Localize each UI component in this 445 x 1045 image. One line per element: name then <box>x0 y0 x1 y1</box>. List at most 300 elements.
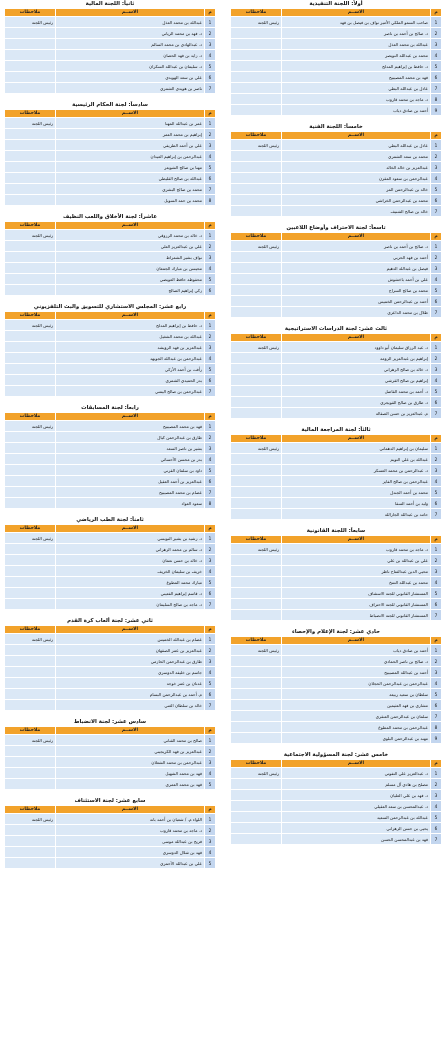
row-number: 4 <box>431 801 442 812</box>
member-name: خالد بن صالح الشنيف <box>282 206 431 217</box>
member-note: رئيس اللجنة <box>231 342 282 353</box>
table-row <box>231 274 442 285</box>
row-number: 6 <box>431 700 442 711</box>
row-number: 1 <box>205 533 216 544</box>
member-note: رئيس اللجنة <box>5 634 56 645</box>
table-row <box>231 263 442 274</box>
member-name: عبدالعزيز بن فهد الكريجيني <box>56 746 205 757</box>
row-number: 1 <box>205 17 216 28</box>
committee-section <box>4 718 216 790</box>
member-name: زكي إبراهيم الصالح <box>56 285 205 296</box>
member-name: سلطان بن سعيد ربيعة <box>282 689 431 700</box>
table-row <box>5 230 216 241</box>
table-row <box>5 476 216 487</box>
member-note <box>5 645 56 656</box>
member-name: فهد بن شلال الدوسري <box>56 847 205 858</box>
table-header-row <box>5 626 216 634</box>
member-name: طارق بن عبدالرحمن كيال <box>56 432 205 443</box>
table-row <box>231 184 442 195</box>
table-row <box>231 454 442 465</box>
row-number: 5 <box>431 61 442 72</box>
table-row <box>5 28 216 39</box>
member-name: د. حافظ بن إبراهيم المدلج <box>282 61 431 72</box>
row-number: 5 <box>205 577 216 588</box>
row-number: 1 <box>205 421 216 432</box>
row-number: 2 <box>205 28 216 39</box>
table-row <box>5 39 216 50</box>
member-name: فهد بن عبدالمحسن الحسن <box>282 834 431 845</box>
committee-title: تاسعاً: لجنة الاحتراف وأوضاع اللاعبين <box>286 225 386 231</box>
row-number: 6 <box>431 823 442 834</box>
row-number: 7 <box>431 834 442 845</box>
member-name: يحيى بن حسن الزهراني <box>282 823 431 834</box>
member-note: رئيس اللجنة <box>5 17 56 28</box>
member-name: د. ماجد بن محمد قاروب <box>282 544 431 555</box>
member-note <box>231 487 282 498</box>
committee-section <box>4 0 216 94</box>
table-row <box>5 421 216 432</box>
row-number: 6 <box>205 72 216 83</box>
committee-title: خامساً: اللجنة الفنية <box>309 124 363 130</box>
table-row <box>5 825 216 836</box>
header-number: م <box>431 334 442 342</box>
table-row <box>5 342 216 353</box>
table-row <box>5 184 216 195</box>
table-row <box>231 61 442 72</box>
member-note <box>231 700 282 711</box>
table-header-row <box>231 435 442 443</box>
table-row <box>231 140 442 151</box>
member-name: عبدالرحمن بن سعود المقرن <box>282 173 431 184</box>
table-row <box>231 72 442 83</box>
committee-section <box>230 628 442 744</box>
member-note: رئيس اللجنة <box>231 241 282 252</box>
row-number: 7 <box>205 599 216 610</box>
table-row <box>5 375 216 386</box>
row-number: 6 <box>431 72 442 83</box>
table-row <box>231 173 442 184</box>
table-row <box>231 487 442 498</box>
left-column <box>4 0 216 876</box>
member-name: فريح بن عبدالله موسى <box>56 836 205 847</box>
member-note <box>5 151 56 162</box>
table-header-row <box>5 9 216 17</box>
table-row <box>5 386 216 397</box>
table-row <box>231 656 442 667</box>
row-number: 3 <box>431 364 442 375</box>
row-number: 1 <box>205 634 216 645</box>
member-name: عمر بن عبدالله المهنا <box>56 118 205 129</box>
member-name: د. زايد بن فهد الحصان <box>56 50 205 61</box>
member-name: بدر بن محسن الأحسائي <box>56 454 205 465</box>
table-header-row <box>231 536 442 544</box>
table-row <box>231 645 442 656</box>
row-number: 2 <box>205 129 216 140</box>
member-name: عادل بن عبدالله البطي <box>282 83 431 94</box>
committee-section <box>230 0 442 116</box>
header-number: م <box>205 312 216 320</box>
header-notes: ملاحظات <box>5 413 56 421</box>
table-row <box>5 151 216 162</box>
member-note <box>231 375 282 386</box>
row-number: 2 <box>205 645 216 656</box>
table-row <box>231 577 442 588</box>
member-note <box>5 274 56 285</box>
member-name: إبراهيم بن عبدالعزيز الزومة <box>282 353 431 364</box>
member-note <box>5 577 56 588</box>
table-row <box>231 50 442 61</box>
member-name: عبدالله بن محمد العذل <box>56 17 205 28</box>
row-number: 6 <box>205 173 216 184</box>
header-number: م <box>431 132 442 140</box>
header-name: الاســم <box>56 312 205 320</box>
member-name: عبدالله بن محمد العذل <box>282 39 431 50</box>
member-note <box>5 555 56 566</box>
committee-title: ثانياً: اللجنة المالية <box>85 1 135 7</box>
header-notes: ملاحظات <box>5 727 56 735</box>
table-row <box>231 252 442 263</box>
member-note <box>5 588 56 599</box>
table-row <box>5 252 216 263</box>
row-number: 1 <box>431 140 442 151</box>
committee-section <box>230 123 442 217</box>
row-number: 4 <box>431 476 442 487</box>
member-name: المستشار القانوني للجنة الانضباط <box>282 610 431 621</box>
member-note <box>5 779 56 790</box>
member-note <box>5 353 56 364</box>
row-number: 5 <box>431 184 442 195</box>
row-number: 2 <box>431 252 442 263</box>
member-note <box>5 364 56 375</box>
member-note <box>231 162 282 173</box>
row-number: 3 <box>205 140 216 151</box>
member-note <box>5 825 56 836</box>
table-row <box>231 768 442 779</box>
member-name: عبدالله بن محمد الشغيل <box>56 331 205 342</box>
header-number: م <box>431 435 442 443</box>
member-note <box>231 206 282 217</box>
member-name: ناصر بن هويدي الشمري <box>56 83 205 94</box>
row-number: 7 <box>431 610 442 621</box>
member-note <box>5 858 56 869</box>
table-row <box>5 757 216 768</box>
member-name: د. ماجد بن محمد قاروب <box>56 825 205 836</box>
header-name: الاســم <box>282 334 431 342</box>
table-row <box>5 746 216 757</box>
header-name: الاســم <box>282 536 431 544</box>
members-table <box>230 131 442 217</box>
row-number: 3 <box>431 790 442 801</box>
row-number: 3 <box>205 757 216 768</box>
member-note <box>5 599 56 610</box>
table-row <box>5 195 216 206</box>
member-note <box>231 678 282 689</box>
table-row <box>231 443 442 454</box>
member-note <box>231 72 282 83</box>
committee-title: سابع عشر: لجنة الاستئناف <box>74 798 146 804</box>
table-row <box>5 274 216 285</box>
member-note <box>5 487 56 498</box>
member-name: محمد بن عبدالله النويصر <box>282 50 431 61</box>
member-note <box>231 465 282 476</box>
member-note <box>5 443 56 454</box>
table-row <box>5 678 216 689</box>
member-name: مهنا بن صالح الشويعر <box>56 162 205 173</box>
committee-section <box>4 101 216 206</box>
table-row <box>231 722 442 733</box>
row-number: 2 <box>205 331 216 342</box>
committee-section <box>4 404 216 509</box>
member-note <box>231 151 282 162</box>
row-number: 2 <box>431 656 442 667</box>
row-number: 5 <box>431 386 442 397</box>
table-row <box>231 375 442 386</box>
table-row <box>5 432 216 443</box>
header-notes: ملاحظات <box>5 525 56 533</box>
row-number: 2 <box>205 746 216 757</box>
table-row <box>5 577 216 588</box>
member-note <box>5 432 56 443</box>
members-table <box>230 759 442 845</box>
table-row <box>231 162 442 173</box>
committee-section <box>230 527 442 621</box>
committee-section <box>4 213 216 296</box>
row-number: 1 <box>431 17 442 28</box>
header-number: م <box>205 413 216 421</box>
row-number: 1 <box>431 544 442 555</box>
member-note <box>231 689 282 700</box>
row-number: 3 <box>205 836 216 847</box>
row-number: 5 <box>205 858 216 869</box>
member-name: فهد بن محمد المصيبيح <box>56 421 205 432</box>
table-header-row <box>231 760 442 768</box>
member-note <box>231 397 282 408</box>
table-row <box>5 454 216 465</box>
member-note: رئيس اللجنة <box>231 443 282 454</box>
member-note <box>5 252 56 263</box>
table-row <box>231 667 442 678</box>
member-name: محيسن بن مبارك الجمعان <box>56 263 205 274</box>
member-name: د. خالد بن محمد الرزوقي <box>56 230 205 241</box>
table-row <box>5 364 216 375</box>
row-number: 7 <box>431 206 442 217</box>
member-name: بدر الحميدي الشمري <box>56 375 205 386</box>
row-number: 3 <box>205 39 216 50</box>
table-row <box>5 858 216 869</box>
member-name: جاسم بن خليفة الدوسري <box>56 667 205 678</box>
committee-title: ثاني عشر: لجنة ألعاب كرة القدم <box>67 618 153 624</box>
member-note <box>5 331 56 342</box>
member-note <box>5 768 56 779</box>
row-number: 5 <box>431 588 442 599</box>
table-row <box>231 285 442 296</box>
row-number: 4 <box>205 353 216 364</box>
member-note <box>5 129 56 140</box>
row-number: 5 <box>431 285 442 296</box>
member-note: رئيس اللجنة <box>5 320 56 331</box>
member-name: عبدالعزيز بن أحمد العقيل <box>56 476 205 487</box>
header-notes: ملاحظات <box>231 132 282 140</box>
committee-section <box>230 426 442 520</box>
row-number: 5 <box>205 274 216 285</box>
row-number: 3 <box>205 252 216 263</box>
row-number: 1 <box>431 241 442 252</box>
table-row <box>231 733 442 744</box>
row-number: 1 <box>431 342 442 353</box>
table-row <box>5 72 216 83</box>
member-name: عادل بن عبدالله البطي <box>282 140 431 151</box>
row-number: 5 <box>431 812 442 823</box>
row-number: 6 <box>431 599 442 610</box>
table-row <box>5 331 216 342</box>
member-note <box>231 610 282 621</box>
table-row <box>5 118 216 129</box>
member-name: د. ماجد بن صالح السليمان <box>56 599 205 610</box>
row-number: 6 <box>205 476 216 487</box>
member-note <box>5 342 56 353</box>
header-notes: ملاحظات <box>231 760 282 768</box>
member-note: رئيس اللجنة <box>5 814 56 825</box>
table-row <box>5 566 216 577</box>
members-table <box>4 524 216 610</box>
member-name: علي بن عبدالله بن علي <box>282 555 431 566</box>
table-header-row <box>231 9 442 17</box>
member-note <box>231 184 282 195</box>
committee-title: عاشراً: لجنة الأخلاق واللعب النظيف <box>62 214 158 220</box>
member-note <box>231 566 282 577</box>
member-note <box>231 61 282 72</box>
member-name: محيي الدين عبدالفتاح ناظر <box>282 566 431 577</box>
member-note <box>231 801 282 812</box>
member-name: علي بن أحمد الطريفي <box>56 140 205 151</box>
member-name: د. فهد بن محمد الرياني <box>56 28 205 39</box>
member-note <box>231 285 282 296</box>
header-number: م <box>205 525 216 533</box>
member-note <box>231 252 282 263</box>
table-row <box>5 241 216 252</box>
row-number: 6 <box>205 689 216 700</box>
member-note <box>231 274 282 285</box>
table-row <box>231 28 442 39</box>
member-name: إبراهيم بن محمد العمر <box>56 129 205 140</box>
header-notes: ملاحظات <box>5 312 56 320</box>
header-notes: ملاحظات <box>231 536 282 544</box>
committee-section <box>230 751 442 845</box>
member-name: محمد بن سعد الشمري <box>282 151 431 162</box>
member-name: د. صالح بن أحمد بن ناصر <box>282 28 431 39</box>
member-note <box>231 812 282 823</box>
table-row <box>231 711 442 722</box>
header-name: الاســم <box>56 222 205 230</box>
table-row <box>231 599 442 610</box>
member-name: رأفت بن أحمد الأركي <box>56 364 205 375</box>
member-note <box>5 689 56 700</box>
member-name: خريف بن سليمان الخريف <box>56 566 205 577</box>
table-row <box>5 487 216 498</box>
table-row <box>231 206 442 217</box>
table-header-row <box>231 132 442 140</box>
member-name: د. حافظ بن إبراهيم المدلج <box>56 320 205 331</box>
row-number: 1 <box>205 320 216 331</box>
table-row <box>231 386 442 397</box>
table-row <box>231 689 442 700</box>
row-number: 3 <box>431 39 442 50</box>
member-note <box>231 105 282 116</box>
row-number: 1 <box>431 645 442 656</box>
header-number: م <box>205 626 216 634</box>
member-name: عبدالعزيز بن خالد الخالد <box>282 162 431 173</box>
member-name: د. عبدالرحمن بن محمد العسكر <box>282 465 431 476</box>
member-note <box>5 667 56 678</box>
member-note <box>5 544 56 555</box>
member-name: اللواء م. / شعبان بن أحمد بانه <box>56 814 205 825</box>
row-number: 3 <box>431 162 442 173</box>
row-number: 8 <box>431 94 442 105</box>
committee-title: ثالثاً: لجنة المراجعة المالية <box>301 427 371 433</box>
member-note <box>231 83 282 94</box>
row-number: 4 <box>431 577 442 588</box>
member-note <box>5 140 56 151</box>
row-number: 4 <box>431 678 442 689</box>
member-note <box>231 94 282 105</box>
members-table <box>230 232 442 318</box>
header-name: الاســم <box>56 626 205 634</box>
row-number: 8 <box>205 195 216 206</box>
row-number: 2 <box>431 28 442 39</box>
member-name: عبدالعزيز بن فهد الرويشد <box>56 342 205 353</box>
table-row <box>5 162 216 173</box>
member-name: فهد بن محمد العمري <box>56 779 205 790</box>
row-number: 7 <box>431 83 442 94</box>
members-table <box>230 535 442 621</box>
header-name: الاســم <box>282 760 431 768</box>
committee-section <box>4 516 216 610</box>
table-row <box>231 151 442 162</box>
committee-title: سادساً: لجنة الحكام الرئيسية <box>72 102 148 108</box>
member-name: د. عبدالعزيز علي التفوتي <box>282 768 431 779</box>
row-number: 1 <box>431 443 442 454</box>
header-name: الاســم <box>56 9 205 17</box>
member-name: عبدالله بن علي التويم <box>282 454 431 465</box>
member-note <box>5 454 56 465</box>
member-name: د. صالح بن ناصر الحمادي <box>282 656 431 667</box>
member-note <box>5 498 56 509</box>
header-name: الاســم <box>56 806 205 814</box>
members-table <box>4 412 216 509</box>
header-notes: ملاحظات <box>5 9 56 17</box>
row-number: 6 <box>431 397 442 408</box>
row-number: 3 <box>205 342 216 353</box>
table-row <box>231 465 442 476</box>
row-number: 4 <box>205 847 216 858</box>
row-number: 6 <box>205 588 216 599</box>
table-row <box>5 599 216 610</box>
header-number: م <box>431 233 442 241</box>
committee-title: رابع عشر: المجلس الاستشاري للتسويق والبث التلفزيوني <box>33 304 187 310</box>
member-name: عبدالرحمن بن محمد المطوع <box>282 722 431 733</box>
table-row <box>5 588 216 599</box>
row-number: 3 <box>431 566 442 577</box>
member-note <box>231 408 282 419</box>
table-row <box>5 443 216 454</box>
member-note <box>5 61 56 72</box>
member-name: عصام بن محمد المصيبيح <box>56 487 205 498</box>
member-name: بشير بن ناصر السعد <box>56 443 205 454</box>
table-row <box>231 408 442 419</box>
row-number: 4 <box>205 454 216 465</box>
table-row <box>231 823 442 834</box>
member-name: نواف بشير الشمراط <box>56 252 205 263</box>
